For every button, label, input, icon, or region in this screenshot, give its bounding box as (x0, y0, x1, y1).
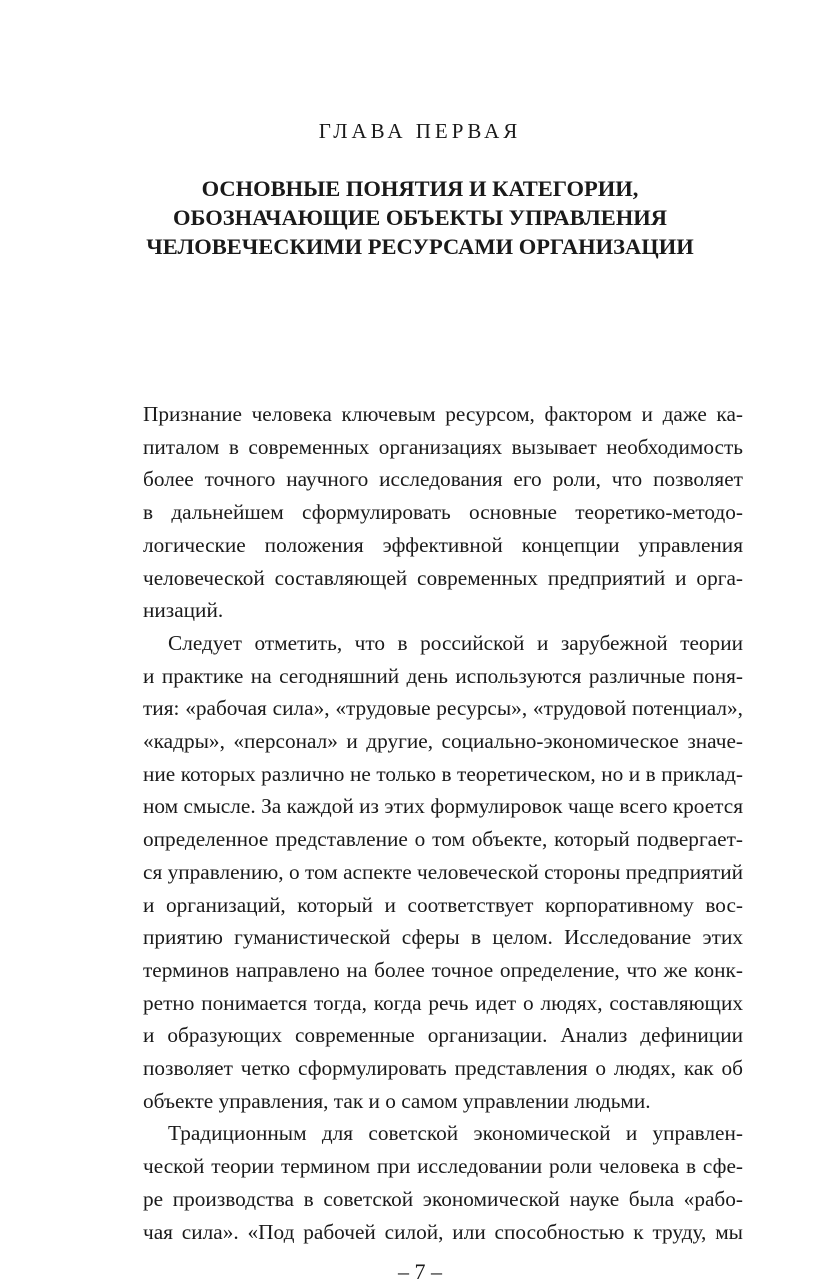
text-line: ческой теории термином при исследовании роли человека в сфе- (143, 1154, 743, 1179)
text-line: в дальнейшем сформулировать основные теоретико-методо- (143, 500, 743, 525)
text-line: ся управлению, о том аспекте человеческой стороны предприятий (143, 859, 743, 884)
text-line: позволяет четко сформулировать представления о людях, как об (143, 1056, 743, 1081)
body-text (143, 398, 743, 1248)
text-line: определенное представление о том объекте, который подвергает- (143, 827, 743, 852)
text-line: «кадры», «персонал» и другие, социально-экономическое значе- (143, 729, 743, 754)
text-line: ном смысле. За каждой из этих формулировок чаще всего кроется (143, 794, 743, 819)
chapter-title-line: ЧЕЛОВЕЧЕСКИМИ РЕСУРСАМИ ОРГАНИЗАЦИИ (146, 234, 694, 259)
text-line: ние которых различно не только в теоретическом, но и в приклад- (143, 761, 743, 786)
text-line: человеческой составляющей современных предприятий и орга- (143, 565, 743, 590)
text-line: логические положения эффективной концепции управления (143, 532, 743, 557)
text-line: и практике на сегодняшний день используются различные поня- (143, 663, 743, 688)
text-line: ре производства в советской экономической науке была «рабо- (143, 1186, 743, 1211)
text-line: терминов направлено на более точное определение, что же конк- (143, 957, 743, 982)
chapter-title-line: ОБОЗНАЧАЮЩИЕ ОБЪЕКТЫ УПРАВЛЕНИЯ (173, 205, 667, 230)
text-line: ретно понимается тогда, когда речь идет о людях, составляющих (143, 990, 743, 1015)
text-line: чая сила». «Под рабочей силой, или способностью к труду, мы (143, 1219, 743, 1244)
text-line: более точного научного исследования его роли, что позволяет (143, 467, 743, 492)
paragraph (143, 1117, 743, 1248)
paragraph (143, 398, 743, 627)
text-line: питалом в современных организациях вызывает необходимость (143, 434, 743, 459)
text-line: низаций. (143, 598, 224, 623)
text-line: Признание человека ключевым ресурсом, фактором и даже ка- (143, 402, 743, 426)
text-line: объекте управления, так и о самом управлении людьми. (143, 1088, 651, 1113)
paragraph (143, 627, 743, 1118)
chapter-label: ГЛАВА ПЕРВАЯ (318, 119, 522, 143)
text-line: тия: «рабочая сила», «трудовые ресурсы», «трудовой потенциал», (143, 696, 743, 721)
text-line: Следует отметить, что в российской и зарубежной теории (168, 630, 743, 655)
text-line: и образующих современные организации. Анализ дефиниции (143, 1023, 743, 1048)
chapter-title (0, 174, 840, 261)
text-line: приятию гуманистической сферы в целом. Исследование этих (143, 925, 743, 950)
page-number: – 7 – (398, 1259, 442, 1284)
text-line: и организаций, который и соответствует корпоративному вос- (143, 892, 743, 917)
chapter-title-line: ОСНОВНЫЕ ПОНЯТИЯ И КАТЕГОРИИ, (201, 176, 639, 201)
text-line: Традиционным для советской экономической и управлен- (168, 1121, 743, 1146)
